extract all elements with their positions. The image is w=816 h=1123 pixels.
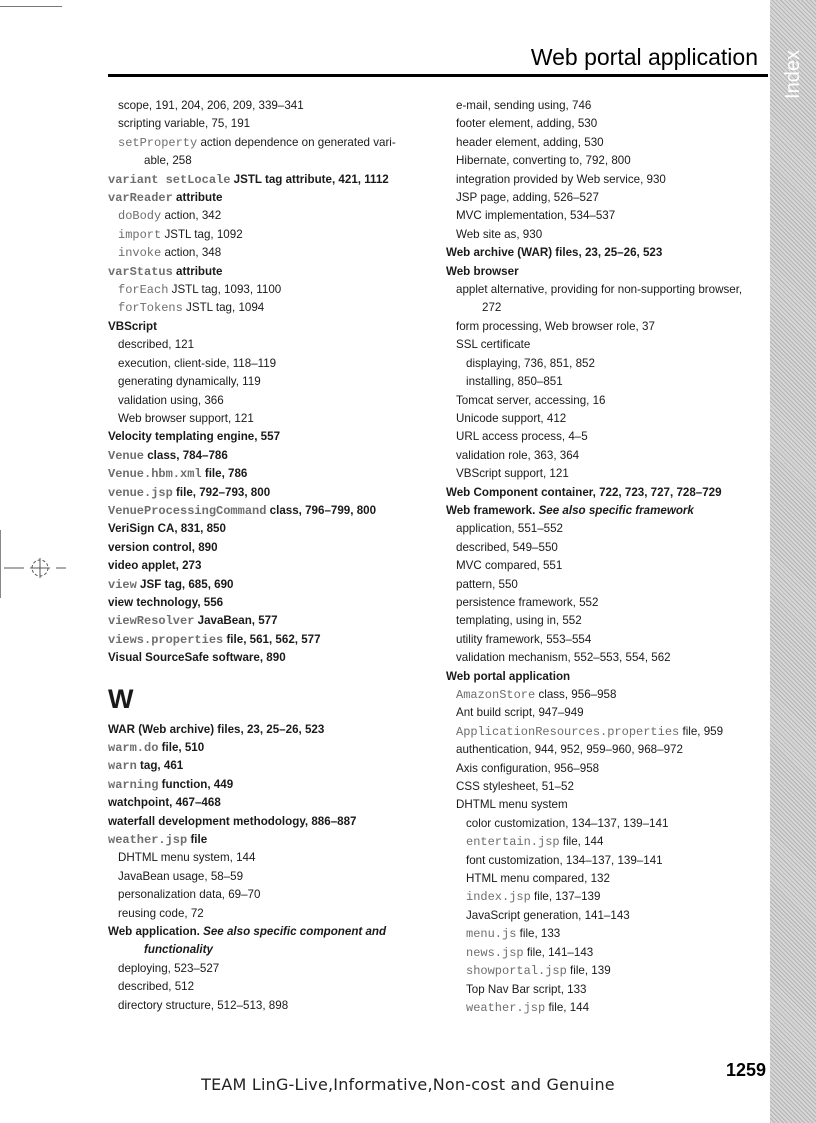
registration-mark-icon [0, 532, 70, 604]
index-sub-entry [446, 428, 768, 446]
index-main-entry [108, 484, 428, 502]
index-sub-entry [446, 465, 768, 483]
entry-text: application, 551–552 [456, 522, 564, 536]
index-sub-entry [446, 815, 768, 833]
entry-text: scope, 191, 204, 206, 209, 339–341 [118, 99, 304, 112]
index-sub-entry [446, 410, 768, 428]
entry-text: JavaBean usage, 58–59 [118, 869, 244, 883]
code-term: weather.jsp [108, 833, 188, 848]
index-sub-entry [446, 944, 768, 962]
entry-text: file, 137–139 [530, 890, 601, 904]
index-side-tab [770, 0, 816, 1123]
index-sub-entry [108, 978, 428, 996]
index-sub-entry [446, 115, 768, 133]
index-main-entry [108, 263, 428, 281]
entry-text: installing, 850–851 [466, 375, 563, 389]
entry-text: CSS stylesheet, 51–52 [456, 780, 574, 794]
index-sub-entry [446, 760, 768, 778]
entry-text: pattern, 550 [456, 577, 518, 591]
index-sub-entry [108, 207, 428, 225]
index-sub-entry [446, 870, 768, 888]
index-main-entry [108, 428, 428, 446]
crop-mark [0, 6, 62, 7]
code-term: viewResolver [108, 614, 195, 629]
index-sub-entry [446, 888, 768, 906]
index-sub-entry [108, 849, 428, 867]
index-sub-entry [446, 189, 768, 207]
entry-text: waterfall development methodology, 886–887 [108, 814, 357, 828]
index-sub-entry [108, 152, 428, 170]
entry-text: action, 342 [161, 209, 222, 223]
index-main-entry [108, 520, 428, 538]
code-term: weather.jsp [466, 1000, 546, 1015]
entry-text: deploying, 523–527 [118, 961, 220, 975]
index-main-entry [446, 502, 768, 520]
code-term: varStatus [108, 264, 173, 279]
code-term: invoke [118, 246, 162, 261]
entry-text: Web browser [446, 264, 519, 278]
entry-text: Visual SourceSafe software, 890 [108, 651, 286, 665]
entry-text: SSL certificate [456, 338, 531, 352]
entry-text: JSTL tag, 1094 [182, 301, 265, 315]
index-sub-entry [446, 962, 768, 980]
entry-text: file, 144 [545, 1000, 590, 1014]
index-sub-entry [108, 115, 428, 133]
entry-text: file, 133 [516, 927, 561, 941]
index-main-entry [108, 539, 428, 557]
index-sub-entry [446, 981, 768, 999]
entry-text: validation role, 363, 364 [456, 448, 580, 462]
entry-text: authentication, 944, 952, 959–960, 968–972 [456, 743, 683, 757]
entry-text: JSTL tag, 1092 [161, 227, 243, 241]
entry-text: MVC compared, 551 [456, 559, 563, 573]
code-term: entertain.jsp [466, 835, 560, 850]
index-main-entry [108, 502, 428, 520]
index-sub-entry [108, 281, 428, 299]
entry-text: font customization, 134–137, 139–141 [466, 853, 663, 867]
entry-text: MVC implementation, 534–537 [456, 209, 616, 223]
see-also-text: See also specific framework [538, 503, 694, 517]
index-main-entry [108, 776, 428, 794]
code-term: import [118, 227, 162, 242]
code-term: forEach [118, 283, 169, 298]
index-sub-entry [446, 741, 768, 759]
index-main-entry [108, 813, 428, 831]
index-sub-entry [446, 207, 768, 225]
entry-text: JavaBean, 577 [194, 614, 278, 628]
index-sub-entry [446, 778, 768, 796]
entry-text: JSP page, adding, 526–527 [456, 191, 599, 205]
entry-text: JavaScript generation, 141–143 [466, 908, 630, 922]
index-sub-entry [446, 355, 768, 373]
index-sub-entry [108, 392, 428, 410]
index-main-entry [108, 794, 428, 812]
index-sub-entry [446, 723, 768, 741]
index-main-entry [108, 739, 428, 757]
code-term: doBody [118, 209, 162, 224]
entry-text: e-mail, sending using, 746 [456, 99, 592, 112]
code-term: forTokens [118, 301, 183, 316]
index-main-entry [108, 594, 428, 612]
index-main-entry [108, 631, 428, 649]
index-sub-entry [446, 539, 768, 557]
index-sub-entry [108, 134, 428, 152]
side-tab-label-box [770, 44, 816, 104]
entry-text: Web portal application [446, 669, 571, 683]
entry-text: scripting variable, 75, 191 [118, 117, 251, 131]
index-sub-entry [108, 868, 428, 886]
index-sub-entry [446, 299, 768, 317]
index-sub-entry [108, 941, 428, 959]
code-term: showportal.jsp [466, 964, 567, 979]
index-main-entry [108, 318, 428, 336]
index-main-entry [108, 447, 428, 465]
index-sub-entry [446, 281, 768, 299]
entry-text: HTML menu compared, 132 [466, 872, 610, 886]
entry-text: directory structure, 512–513, 898 [118, 998, 289, 1012]
header-rule [108, 74, 768, 77]
entry-text: header element, adding, 530 [456, 135, 604, 149]
index-sub-entry [446, 594, 768, 612]
entry-text: Web site as, 930 [456, 227, 543, 241]
index-sub-entry [108, 299, 428, 317]
entry-text: JSTL tag, 1093, 1100 [168, 283, 282, 297]
index-column-left [108, 97, 428, 1015]
code-term: Venue [108, 448, 145, 463]
see-also-text: functionality [144, 943, 213, 957]
index-sub-entry [446, 649, 768, 667]
index-sub-entry [446, 447, 768, 465]
index-main-entry [108, 831, 428, 849]
code-term: ApplicationResources.properties [456, 724, 680, 739]
entry-text: Unicode support, 412 [456, 411, 567, 425]
code-term: news.jsp [466, 945, 524, 960]
entry-text: templating, using in, 552 [456, 614, 582, 628]
entry-text: watchpoint, 467–468 [108, 796, 221, 810]
code-term: variant setLocale [108, 172, 231, 187]
index-sub-entry [446, 134, 768, 152]
index-sub-entry [108, 97, 428, 115]
index-sub-entry [108, 373, 428, 391]
entry-text: footer element, adding, 530 [456, 117, 598, 131]
entry-text: WAR (Web archive) files, 23, 25–26, 523 [108, 722, 325, 736]
entry-text: integration provided by Web service, 930 [456, 172, 666, 186]
index-sub-entry [446, 152, 768, 170]
entry-text: file, 139 [566, 964, 611, 978]
index-sub-entry [446, 373, 768, 391]
entry-text: Tomcat server, accessing, 16 [456, 393, 606, 407]
side-tab-label: Index [781, 49, 804, 99]
index-main-entry [446, 263, 768, 281]
index-sub-entry [446, 999, 768, 1017]
index-sub-entry [108, 905, 428, 923]
see-also-text: See also specific component and [203, 925, 387, 939]
entry-text: view technology, 556 [108, 595, 224, 609]
entry-text: file, 510 [158, 741, 205, 754]
code-term: VenueProcessingCommand [108, 503, 267, 518]
index-sub-entry [446, 226, 768, 244]
index-sub-entry [108, 997, 428, 1015]
index-main-entry [446, 244, 768, 262]
code-term: view [108, 577, 137, 592]
entry-text: Ant build script, 947–949 [456, 706, 584, 720]
entry-text: VBScript support, 121 [456, 467, 569, 481]
code-term: AmazonStore [456, 688, 536, 702]
entry-text: form processing, Web browser role, 37 [456, 319, 655, 333]
entry-text: DHTML menu system, 144 [118, 851, 256, 865]
index-sub-entry [108, 336, 428, 354]
index-main-entry [108, 576, 428, 594]
entry-text: version control, 890 [108, 540, 218, 554]
entry-text: described, 121 [118, 338, 195, 352]
entry-text: Web browser support, 121 [118, 411, 254, 425]
entry-text: file [187, 833, 208, 847]
index-sub-entry [446, 97, 768, 115]
entry-text: Web archive (WAR) files, 23, 25–26, 523 [446, 246, 663, 260]
code-term: warm.do [108, 741, 159, 755]
entry-text: tag, 461 [136, 759, 184, 773]
index-main-entry [108, 557, 428, 575]
index-main-entry [446, 484, 768, 502]
entry-text: displaying, 736, 851, 852 [466, 356, 595, 370]
index-main-entry [108, 612, 428, 630]
code-term: varReader [108, 191, 173, 206]
entry-text: action, 348 [161, 246, 222, 260]
code-term: setProperty [118, 135, 198, 150]
code-term: menu.js [466, 927, 517, 942]
index-main-entry [108, 649, 428, 667]
entry-text: class, 784–786 [144, 448, 228, 462]
entry-text: attribute [172, 264, 223, 278]
code-term: venue.jsp [108, 485, 173, 500]
index-sub-entry [108, 244, 428, 262]
index-sub-entry [446, 612, 768, 630]
entry-text: JSTL tag attribute, 421, 1112 [230, 172, 389, 186]
entry-text: file, 786 [201, 467, 248, 481]
entry-text: file, 144 [559, 835, 604, 849]
index-main-entry [108, 171, 428, 189]
entry-text: validation using, 366 [118, 393, 224, 407]
entry-text: Web Component container, 722, 723, 727, 728–729 [446, 485, 722, 499]
entry-text: video applet, 273 [108, 559, 202, 573]
code-term: index.jsp [466, 890, 531, 905]
entry-text: attribute [172, 191, 223, 205]
index-sub-entry [446, 833, 768, 851]
index-sub-entry [446, 392, 768, 410]
index-sub-entry [446, 576, 768, 594]
index-sub-entry [446, 520, 768, 538]
code-term: warn [108, 759, 137, 774]
running-head: Web portal application [530, 44, 758, 70]
entry-text: class, 796–799, 800 [266, 503, 377, 517]
entry-text: personalization data, 69–70 [118, 888, 261, 902]
code-term: warning [108, 777, 159, 792]
entry-text: color customization, 134–137, 139–141 [466, 816, 669, 830]
index-sub-entry [446, 631, 768, 649]
entry-text: function, 449 [158, 777, 234, 791]
entry-text: reusing code, 72 [118, 906, 204, 920]
section-letter: W [108, 683, 134, 714]
entry-text: able, 258 [144, 154, 192, 168]
entry-text: Axis configuration, 956–958 [456, 761, 600, 775]
index-main-entry [108, 923, 428, 941]
index-sub-entry [108, 226, 428, 244]
index-main-entry [108, 189, 428, 207]
index-main-entry [108, 757, 428, 775]
entry-text: file, 141–143 [523, 945, 594, 959]
index-sub-entry [446, 925, 768, 943]
index-sub-entry [108, 355, 428, 373]
entry-text: persistence framework, 552 [456, 595, 599, 609]
entry-text: file, 959 [679, 724, 724, 738]
index-sub-entry [446, 336, 768, 354]
index-sub-entry [108, 410, 428, 428]
entry-text: described, 512 [118, 980, 195, 994]
entry-text: generating dynamically, 119 [118, 375, 261, 389]
entry-text: applet alternative, providing for non-supporting browser, [456, 283, 743, 297]
entry-text: execution, client-side, 118–119 [118, 356, 277, 370]
index-sub-entry [446, 704, 768, 722]
entry-text: Hibernate, converting to, 792, 800 [456, 154, 631, 168]
index-main-entry [446, 668, 768, 686]
index-sub-entry [108, 960, 428, 978]
entry-text: DHTML menu system [456, 798, 568, 812]
index-main-entry [108, 721, 428, 739]
footer-text: TEAM LinG-Live,Informative,Non-cost and Genuine [201, 1075, 615, 1094]
code-term: views.properties [108, 632, 224, 647]
page-number: 1259 [726, 1060, 767, 1080]
index-sub-entry [446, 686, 768, 704]
index-main-entry [108, 465, 428, 483]
index-sub-entry [446, 318, 768, 336]
entry-text: VeriSign CA, 831, 850 [108, 522, 226, 536]
entry-text: class, 956–958 [535, 688, 617, 701]
index-sub-entry [446, 796, 768, 814]
entry-text: Velocity templating engine, 557 [108, 430, 281, 444]
entry-text: 272 [482, 301, 502, 315]
index-sub-entry [446, 557, 768, 575]
entry-text: utility framework, 553–554 [456, 632, 592, 646]
index-sub-entry [446, 171, 768, 189]
index-column-right [446, 97, 768, 1017]
index-sub-entry [446, 852, 768, 870]
entry-text: validation mechanism, 552–553, 554, 562 [456, 651, 671, 665]
entry-text: Web framework. [446, 503, 539, 517]
entry-text: file, 561, 562, 577 [223, 632, 321, 646]
entry-text: Top Nav Bar script, 133 [466, 982, 587, 996]
index-sub-entry [108, 886, 428, 904]
entry-text: Web application. [108, 925, 204, 939]
entry-text: action dependence on generated vari- [197, 135, 396, 149]
index-sub-entry [446, 907, 768, 925]
entry-text: JSF tag, 685, 690 [136, 577, 234, 591]
entry-text: URL access process, 4–5 [456, 430, 588, 444]
entry-text: VBScript [108, 319, 157, 333]
entry-text: described, 549–550 [456, 540, 558, 554]
code-term: Venue.hbm.xml [108, 467, 202, 482]
entry-text: file, 792–793, 800 [172, 485, 271, 499]
